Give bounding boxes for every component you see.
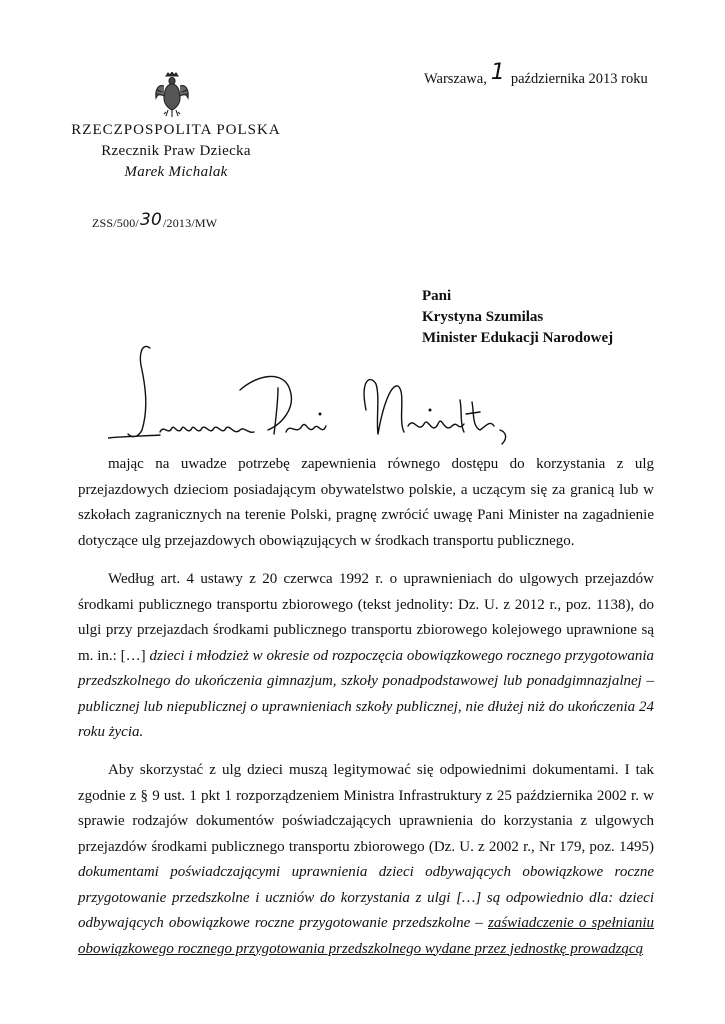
date-rest: października 2013 roku <box>510 71 648 87</box>
reference-number <box>92 212 217 232</box>
recipient-title: Minister Edukacji Narodowej <box>422 330 614 346</box>
handwritten-salutation <box>108 340 528 450</box>
ref-handwritten: 30 <box>139 210 162 230</box>
paragraph-3-underlined: zaświadczenie o spełnianiu obowiązkowego rocznego przygotowania przedszkolnego wydane przez jednostkę prowadzącą <box>78 915 655 957</box>
polish-eagle-emblem-icon <box>154 72 190 118</box>
letter-date <box>424 60 648 89</box>
paragraph-2 <box>78 567 654 746</box>
ref-prefix: ZSS/500/ <box>92 216 139 230</box>
issuer-institution: Rzecznik Praw Dziecka <box>101 143 251 159</box>
paragraph-3-text: Aby skorzystać z ulg dzieci muszą legitymować się odpowiednimi dokumentami. I tak zgodnie z § 9 ust. 1 pkt 1 rozporządzeniem Ministra Infrastruktury z 25 października 2002 r. w sprawie rodzajów dokumentów poświadczających uprawnienia do korzystania z ulgowych przejazdów środkami publicznego transportu zbiorowego (Dz. U. z 2002 r., Nr 179, poz. 1495) <box>78 762 654 855</box>
paragraph-2-text: Według art. 4 ustawy z 20 czerwca 1992 r. o uprawnieniach do ulgowych przejazdów środkami publicznego transportu zbiorowego (tekst jednolity: Dz. U. z 2012 r., poz. 1138), do ulgi przy przejazdach środkami publicznego transportu zbiorowego kolejowego uprawnione są m. in.: […] <box>78 571 654 664</box>
date-day-handwritten: 1 <box>490 60 505 85</box>
recipient-name: Krystyna Szumilas <box>422 309 544 325</box>
paragraph-2-quote: dzieci i młodzież w okresie od rozpoczęcia obowiązkowego rocznego przygotowania przedszkolnego do ukończenia gimnazjum, szkoły ponadpodstawowej lub ponadgimnazjalnej – publicznej lub niepublicznej o uprawnieniach szkoły publicznej, nie dłużej niż do ukończenia 24 roku życia. <box>78 647 655 740</box>
issuer-block <box>60 120 292 183</box>
paragraph-1 <box>78 452 654 554</box>
paragraph-3 <box>78 758 654 962</box>
issuer-country: RZECZPOSPOLITA POLSKA <box>71 122 281 138</box>
issuer-person: Marek Michalak <box>124 164 228 180</box>
paragraph-1-text: mając na uwadze potrzebę zapewnienia równego dostępu do korzystania z ulg przejazdowych dzieciom posiadającym obywatelstwo polskie, a uczącym się za granicą lub w szkołach zagranicznych na terenie Polski, pragnę zwrócić uwagę Pani Minister na zagadnienie dotyczące ulg przejazdowych obowiązujących w środkach transportu publicznego. <box>78 456 654 549</box>
recipient-salutation: Pani <box>422 288 452 304</box>
date-place: Warszawa, <box>424 71 487 87</box>
paragraph-3-quote: dokumentami poświadczającymi uprawnienia dzieci odbywających obowiązkowe roczne przygotowanie przedszkolne i uczniów do korzystania z ulgi […] są odpowiednio dla: dzieci odbywających obowiązkowe roczne przygotowanie przedszkolne – <box>78 864 654 931</box>
ref-suffix: /2013/MW <box>163 216 218 230</box>
